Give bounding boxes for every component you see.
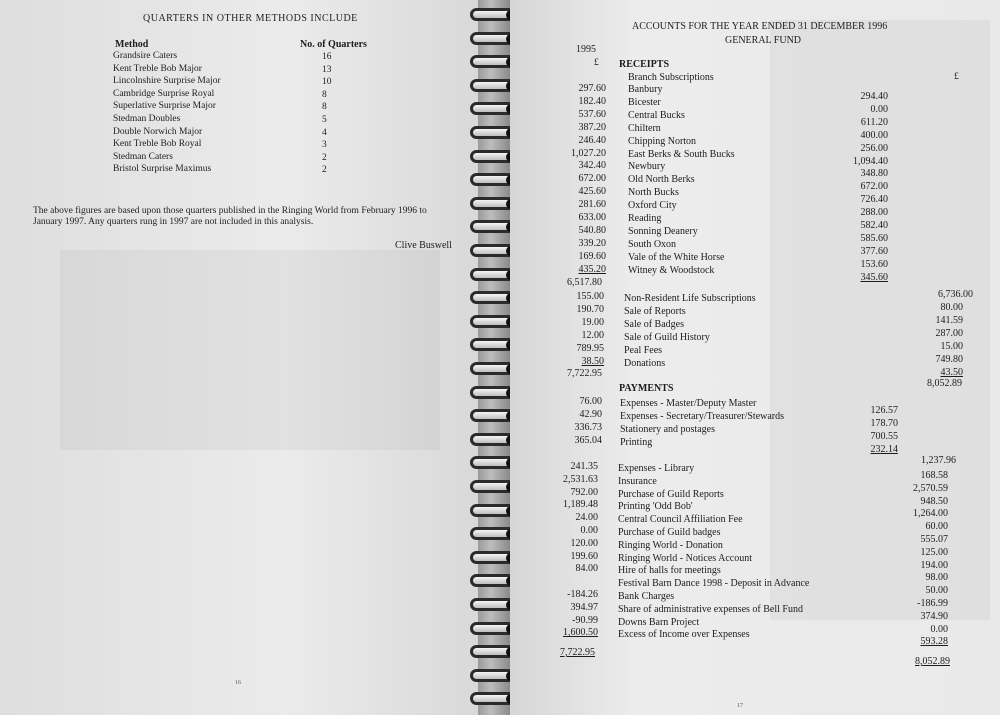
method-name: Kent Treble Bob Major [113, 63, 202, 74]
branch-curr-amount: 0.00 [870, 103, 888, 115]
receipt-prev-amount: 38.50 [581, 355, 604, 367]
note-line-2: January 1997. Any quarters rung in 1997 are not included in this analysis. [33, 217, 314, 227]
payment-curr-amount: 0.00 [930, 623, 948, 635]
payment-label: Expenses - Secretary/Treasurer/Stewards [620, 410, 785, 422]
branch-prev-amount: 540.80 [578, 224, 606, 236]
payment-curr-amount: 168.58 [920, 470, 948, 481]
branch-name: Oxford City [628, 200, 677, 212]
branch-name: Vale of the White Horse [628, 251, 725, 263]
payment-label: Printing [620, 436, 653, 448]
receipt-curr-amount: 141.59 [935, 314, 963, 326]
payment-label: Central Council Affiliation Fee [618, 514, 743, 526]
branch-prev-amount: 297.60 [578, 83, 606, 94]
accounts-title: ACCOUNTS FOR THE YEAR ENDED 31 DECEMBER 1996 [632, 21, 888, 32]
branch-name: South Oxon [628, 238, 677, 250]
payment-prev-amount: 394.97 [570, 601, 598, 613]
quarters-count: 4 [322, 127, 327, 138]
quarters-column-header: No. of Quarters [300, 39, 367, 50]
receipts-total-curr: 8,052.89 [927, 378, 962, 389]
branch-curr-amount: 294.40 [860, 91, 888, 102]
branch-prev-amount: 537.60 [578, 108, 606, 120]
quarters-count: 3 [322, 140, 327, 151]
payment-label: Expenses - Master/Deputy Master [620, 398, 757, 409]
receipt-label: Peal Fees [624, 344, 663, 356]
left-page [0, 0, 478, 715]
payment-prev-amount: 1,189.48 [563, 499, 598, 511]
payment-curr-amount: 2,570.59 [913, 482, 948, 494]
branch-curr-amount: 585.60 [860, 232, 888, 244]
quarters-count: 2 [322, 152, 327, 163]
branch-name: Chipping Norton [628, 135, 697, 147]
payment-curr-amount: 194.00 [920, 559, 948, 571]
method-name: Cambridge Surprise Royal [113, 88, 215, 99]
payment-prev-amount: 84.00 [575, 563, 598, 575]
payment-label: Purchase of Guild badges [618, 527, 721, 538]
receipt-prev-amount: 19.00 [581, 316, 604, 328]
quarters-count: 16 [322, 52, 332, 62]
branch-prev-amount: 435.20 [578, 263, 606, 275]
quarters-count: 13 [322, 64, 332, 75]
payment-curr-amount: 98.00 [925, 572, 948, 584]
branch-prev-amount: 339.20 [578, 237, 606, 249]
branch-prev-amount: 169.60 [578, 250, 606, 262]
branch-prev-amount: 672.00 [578, 173, 606, 185]
payment-curr-amount: -186.99 [917, 598, 948, 609]
branch-name: Bicester [628, 96, 661, 108]
branch-prev-amount: 633.00 [578, 212, 606, 223]
curr-currency: £ [954, 72, 959, 82]
prev-year-header: 1995 [576, 44, 596, 55]
branch-name: Central Bucks [628, 109, 685, 121]
method-name: Stedman Doubles [113, 114, 181, 124]
payment-prev-amount: -90.99 [572, 614, 598, 626]
payment-curr-amount: 948.50 [920, 495, 948, 507]
method-name: Superlative Surprise Major [113, 101, 216, 112]
payments-total-curr: 8,052.89 [915, 656, 950, 667]
payment-prev-amount: 1,600.50 [563, 627, 598, 639]
receipt-label: Donations [624, 357, 666, 369]
receipts-heading: RECEIPTS [619, 59, 670, 70]
branch-curr-amount: 1,094.40 [853, 155, 888, 167]
method-name: Bristol Surprise Maximus [113, 164, 212, 175]
branch-prev-amount: 425.60 [578, 186, 606, 198]
payment-curr-amount: 593.28 [920, 636, 948, 648]
receipt-label: Sale of Badges [624, 318, 684, 330]
payment-label: Bank Charges [618, 591, 675, 602]
payment-label: Expenses - Library [618, 463, 695, 474]
branch-name: North Bucks [628, 187, 679, 199]
branch-curr-amount: 611.20 [860, 116, 888, 128]
receipt-curr-amount: 749.80 [935, 353, 963, 365]
payment-sub-amount: 126.57 [870, 405, 898, 416]
branch-curr-amount: 377.60 [860, 245, 888, 257]
branch-prev-amount: 387.20 [578, 121, 606, 133]
payment-sub-amount: 700.55 [870, 430, 898, 442]
payment-prev-amount: 241.35 [570, 461, 598, 472]
receipt-curr-amount: 43.50 [940, 366, 963, 378]
receipt-prev-amount: 12.00 [581, 329, 604, 341]
branch-name: Banbury [628, 84, 663, 95]
branch-curr-amount: 345.60 [860, 271, 888, 283]
payment-prev-amount: 365.04 [574, 434, 602, 446]
branch-name: East Berks & South Bucks [628, 148, 735, 160]
payment-sub-amount: 178.70 [870, 417, 898, 429]
branch-curr-amount: 256.00 [860, 142, 888, 154]
branch-name: Old North Berks [628, 174, 695, 186]
branch-prev-amount: 342.40 [578, 160, 606, 172]
payment-label: Share of administrative expenses of Bell Fund [618, 603, 803, 615]
payment-prev-amount: 24.00 [575, 512, 598, 524]
payment-prev-amount: 199.60 [570, 550, 598, 562]
payment-label: Purchase of Guild Reports [618, 488, 724, 500]
method-name: Double Norwich Major [113, 126, 203, 137]
branch-curr-amount: 288.00 [860, 207, 888, 219]
branch-name: Sonning Deanery [628, 225, 698, 237]
payment-prev-amount: 42.90 [579, 408, 602, 420]
receipt-prev-amount: 155.00 [576, 291, 604, 302]
payment-prev-amount: 792.00 [570, 486, 598, 498]
payment-label: Downs Barn Project [618, 616, 700, 628]
payment-label: Ringing World - Notices Account [618, 552, 752, 564]
payment-label: Ringing World - Donation [618, 539, 723, 551]
payment-label: Insurance [618, 475, 657, 487]
branch-curr-amount: 582.40 [860, 220, 888, 231]
receipt-label: Sale of Guild History [624, 331, 710, 343]
quarters-count: 10 [322, 77, 332, 88]
payment-prev-amount: 120.00 [570, 537, 598, 549]
method-name: Lincolnshire Surprise Major [113, 76, 221, 87]
receipt-curr-amount: 80.00 [940, 302, 963, 313]
payments-total-prev: 7,722.95 [560, 647, 595, 658]
branch-total-prev: 6,517.80 [567, 277, 602, 288]
branch-curr-amount: 672.00 [860, 181, 888, 193]
receipt-label: Non-Resident Life Subscriptions [624, 293, 756, 304]
branch-name: Reading [628, 213, 662, 224]
receipt-prev-amount: 190.70 [576, 303, 604, 315]
payment-label: Hire of halls for meetings [618, 565, 721, 577]
branch-curr-amount: 153.60 [860, 258, 888, 270]
group1-total-curr: 1,237.96 [921, 455, 956, 466]
payment-curr-amount: 1,264.00 [913, 508, 948, 520]
right-page-number: 17 [737, 703, 743, 709]
quarters-count: 8 [322, 102, 327, 113]
branch-name: Witney & Woodstock [628, 264, 715, 276]
signature: Clive Buswell [395, 240, 452, 251]
method-name: Stedman Caters [113, 151, 173, 162]
payment-label: Stationery and postages [620, 423, 715, 435]
quarters-count: 5 [322, 115, 327, 125]
method-name: Kent Treble Bob Royal [113, 139, 202, 150]
left-page-heading: QUARTERS IN OTHER METHODS INCLUDE [143, 13, 358, 24]
branch-prev-amount: 1,027.20 [571, 147, 606, 159]
right-page [510, 0, 1000, 715]
branch-prev-amount: 182.40 [578, 95, 606, 107]
payment-prev-amount: -184.26 [567, 589, 598, 600]
fund-title: GENERAL FUND [725, 35, 802, 46]
branch-prev-amount: 281.60 [578, 199, 606, 211]
note-line-1: The above figures are based upon those quarters published in the Ringing World from February 1996 to [33, 206, 427, 216]
payment-prev-amount: 0.00 [580, 525, 598, 536]
receipts-total-prev: 7,722.95 [567, 368, 602, 379]
receipt-curr-amount: 15.00 [940, 340, 963, 352]
receipt-prev-amount: 789.95 [576, 342, 604, 354]
branch-curr-amount: 726.40 [860, 194, 888, 206]
payment-label: Excess of Income over Expenses [618, 629, 750, 641]
payment-prev-amount: 76.00 [579, 396, 602, 407]
payment-curr-amount: 125.00 [920, 546, 948, 558]
branch-curr-amount: 400.00 [860, 129, 888, 141]
receipt-curr-amount: 287.00 [935, 327, 963, 339]
payment-curr-amount: 555.07 [920, 534, 948, 545]
payment-prev-amount: 2,531.63 [563, 473, 598, 485]
branch-total-curr: 6,736.00 [938, 289, 973, 300]
left-page-number: 16 [235, 680, 241, 686]
payment-label: Festival Barn Dance 1998 - Deposit in Advance [618, 578, 810, 590]
payment-sub-amount: 232.14 [870, 443, 898, 455]
receipt-label: Sale of Reports [624, 305, 686, 317]
method-column-header: Method [115, 39, 149, 50]
branch-subs-label: Branch Subscriptions [628, 72, 714, 83]
branch-name: Chiltern [628, 122, 661, 134]
payment-label: Printing 'Odd Bob' [618, 501, 693, 513]
prev-currency: £ [594, 58, 599, 68]
branch-curr-amount: 348.80 [860, 168, 888, 180]
branch-prev-amount: 246.40 [578, 134, 606, 146]
branch-name: Newbury [628, 161, 666, 173]
quarters-count: 8 [322, 89, 327, 100]
quarters-count: 2 [322, 165, 327, 176]
payment-curr-amount: 60.00 [925, 521, 948, 533]
payments-heading: PAYMENTS [619, 383, 674, 394]
payment-curr-amount: 50.00 [925, 585, 948, 597]
payment-prev-amount: 336.73 [574, 421, 602, 433]
payment-curr-amount: 374.90 [920, 610, 948, 622]
method-name: Grandsire Caters [113, 51, 178, 61]
